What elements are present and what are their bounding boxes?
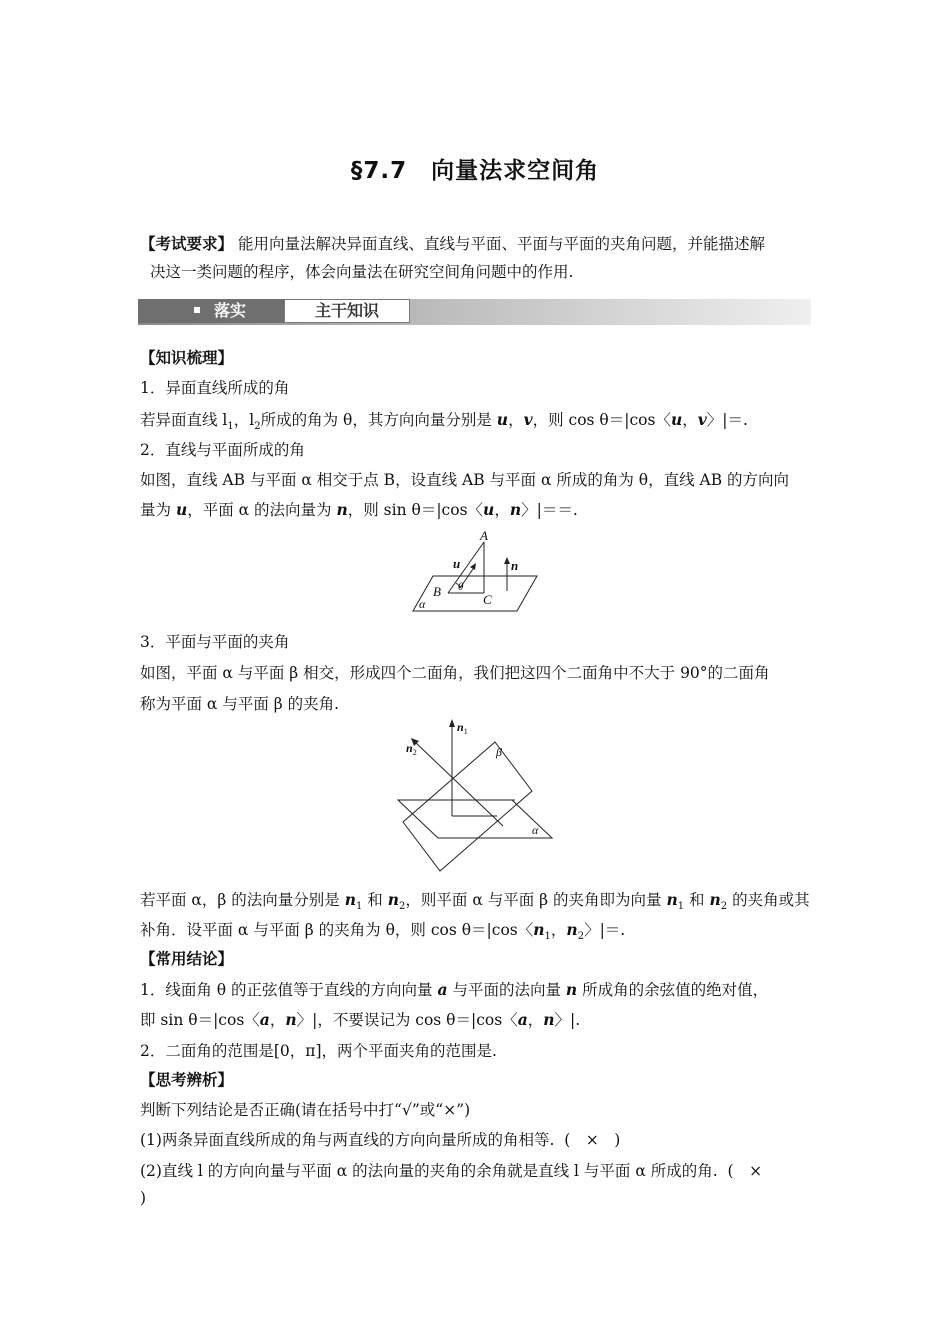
- think-question-2: (2)直线 l 的方向向量与平面 α 的法向量的夹角的余角就是直线 l 与平面 α 所成的角. ( ×: [140, 1162, 763, 1180]
- banner-dark-tab: [138, 299, 284, 323]
- section-3-line-3: 若平面 α，β 的法向量分别是 $n_1$ 和 $n_2$，则平面 α 与平面 β 的夹角即为向量 $n_1$ 和 $n_2$ 的夹角或其: [140, 890, 810, 913]
- section-3-line-2: 称为平面 α 与平面 β 的夹角.: [140, 695, 340, 713]
- banner-light-tab: 主干知识: [284, 299, 410, 323]
- conclusions-heading: 【常用结论】: [140, 950, 234, 968]
- label-alpha: α: [419, 597, 426, 611]
- answer-1: ( × ): [564, 1131, 621, 1149]
- exam-requirement-text-1: 能用向量法解决异面直线、直线与平面、平面与平面的夹角问题，并能描述解: [237, 235, 765, 253]
- banner-dark-label: 落实: [214, 301, 247, 320]
- section-3-line-4: 补角．设平面 α 与平面 β 的夹角为 θ，则 cos θ＝|cos〈$n_1$，$n_2$〉|＝.: [140, 920, 626, 943]
- think-heading: 【思考辨析】: [140, 1071, 234, 1089]
- label-n: n: [511, 558, 519, 573]
- page-title: §7.7 向量法求空间角: [350, 158, 600, 184]
- label-theta: θ: [458, 581, 464, 593]
- section-1-text: 若异面直线 $l_1$，$l_2$所成的角为 θ，其方向向量分别是 u，v，则 cos θ＝|cos〈u，v〉|＝.: [140, 410, 748, 433]
- conclusion-1-line-2: 即 sin θ＝|cos〈a，n〉|，不要误记为 cos θ＝|cos〈a，n〉|.: [140, 1010, 581, 1029]
- think-question-1: (1)两条异面直线所成的角与两直线的方向向量所成的角相等. ( × ): [140, 1131, 621, 1149]
- think-intro: 判断下列结论是否正确(请在括号中打“√”或“×”): [140, 1101, 471, 1119]
- label-n1: $n_1$: [457, 720, 468, 736]
- section-2-title: 2．直线与平面所成的角: [140, 441, 305, 459]
- label-C: C: [483, 592, 492, 607]
- n1-arrowhead: [449, 719, 455, 727]
- label-n2: $n_2$: [406, 741, 417, 757]
- section-banner: [138, 289, 811, 325]
- square-bullet-icon: [194, 307, 200, 313]
- think-question-2-close: ): [140, 1189, 147, 1207]
- section-2-line-1: 如图，直线 AB 与平面 α 相交于点 B，设直线 AB 与平面 α 所成的角为 θ，直线 AB 的方向向: [140, 471, 790, 489]
- exam-requirement: [140, 230, 812, 286]
- conclusion-2: 2．二面角的范围是[0，π]，两个平面夹角的范围是.: [140, 1042, 497, 1060]
- exam-requirement-label: 【考试要求】: [140, 235, 234, 253]
- exam-requirement-text-2: 决这一类问题的程序，体会向量法在研究空间角问题中的作用.: [150, 263, 574, 281]
- knowledge-heading: 【知识梳理】: [140, 349, 234, 367]
- section-3-title: 3．平面与平面的夹角: [140, 633, 290, 651]
- label-beta: β: [496, 745, 502, 759]
- section-2-line-2: 量为 u，平面 α 的法向量为 n，则 sin θ＝|cos〈u，n〉|＝＝.: [140, 500, 578, 519]
- answer-2: ( ×: [727, 1162, 763, 1180]
- conclusion-1-line-1: 1．线面角 θ 的正弦值等于直线的方向向量 a 与平面的法向量 n 所成角的余弦值的绝对值，: [140, 980, 769, 999]
- label-u: u: [453, 556, 461, 571]
- label-B: B: [433, 584, 441, 599]
- section-1-title: 1．异面直线所成的角: [140, 379, 290, 397]
- label-alpha: α: [532, 823, 539, 837]
- section-3-line-1: 如图，平面 α 与平面 β 相交，形成四个二面角，我们把这四个二面角中不大于 90°的二面角: [140, 664, 770, 682]
- line-plane-angle-figure: [405, 528, 545, 616]
- label-A: A: [480, 528, 488, 543]
- dihedral-angle-figure: [395, 716, 555, 876]
- normal-n2-line: [415, 742, 503, 826]
- plane-beta-shape: [403, 742, 532, 871]
- n-arrowhead: [504, 557, 510, 564]
